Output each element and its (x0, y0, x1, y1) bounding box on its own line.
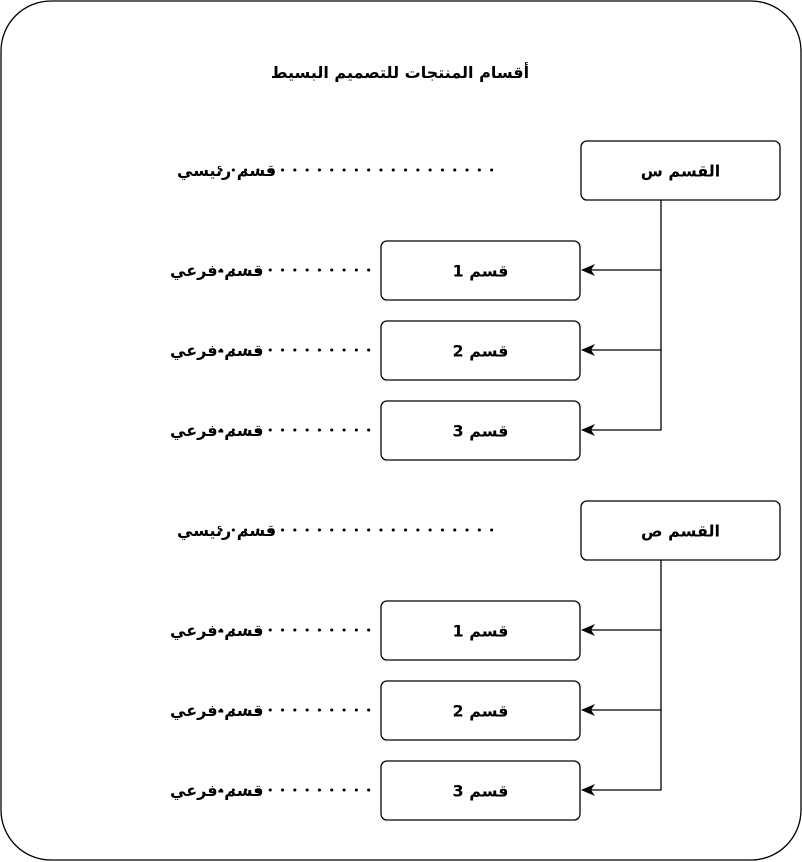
sub-node-x-2[interactable] (381, 321, 580, 380)
main-node-y[interactable] (581, 501, 780, 560)
legend-sub-x-2: قسم-فرعي (170, 341, 264, 360)
sub-node-y-2-label: قسم 2 (452, 701, 509, 721)
legend-main-x: قسم رئيسي (177, 161, 277, 180)
sub-node-y-2[interactable] (381, 681, 580, 740)
sub-node-x-3-label: قسم 3 (452, 421, 509, 441)
sub-node-y-3[interactable] (381, 761, 580, 820)
legend-sub-y-3: قسم-فرعي (170, 781, 264, 800)
sub-node-y-3-label: قسم 3 (452, 781, 509, 801)
legend-main-y: قسم رئيسي (177, 521, 277, 540)
legend-sub-x-1: قسم-فرعي (170, 261, 264, 280)
sub-node-y-1-label: قسم 1 (452, 621, 509, 641)
main-node-x[interactable] (581, 141, 780, 200)
legend-sub-y-1: قسم-فرعي (170, 621, 264, 640)
main-node-x-label: القسم س (640, 161, 721, 181)
sub-node-x-1[interactable] (381, 241, 580, 300)
sub-node-x-2-label: قسم 2 (452, 341, 509, 361)
main-node-y-label: القسم ص (641, 521, 720, 541)
sub-node-x-3[interactable] (381, 401, 580, 460)
legend-sub-x-3: قسم-فرعي (170, 421, 264, 440)
sub-node-y-1[interactable] (381, 601, 580, 660)
legend-sub-y-2: قسم-فرعي (170, 701, 264, 720)
diagram-title: أقسام المنتجات للتصميم البسيط (270, 63, 530, 82)
sub-node-x-1-label: قسم 1 (452, 261, 509, 281)
